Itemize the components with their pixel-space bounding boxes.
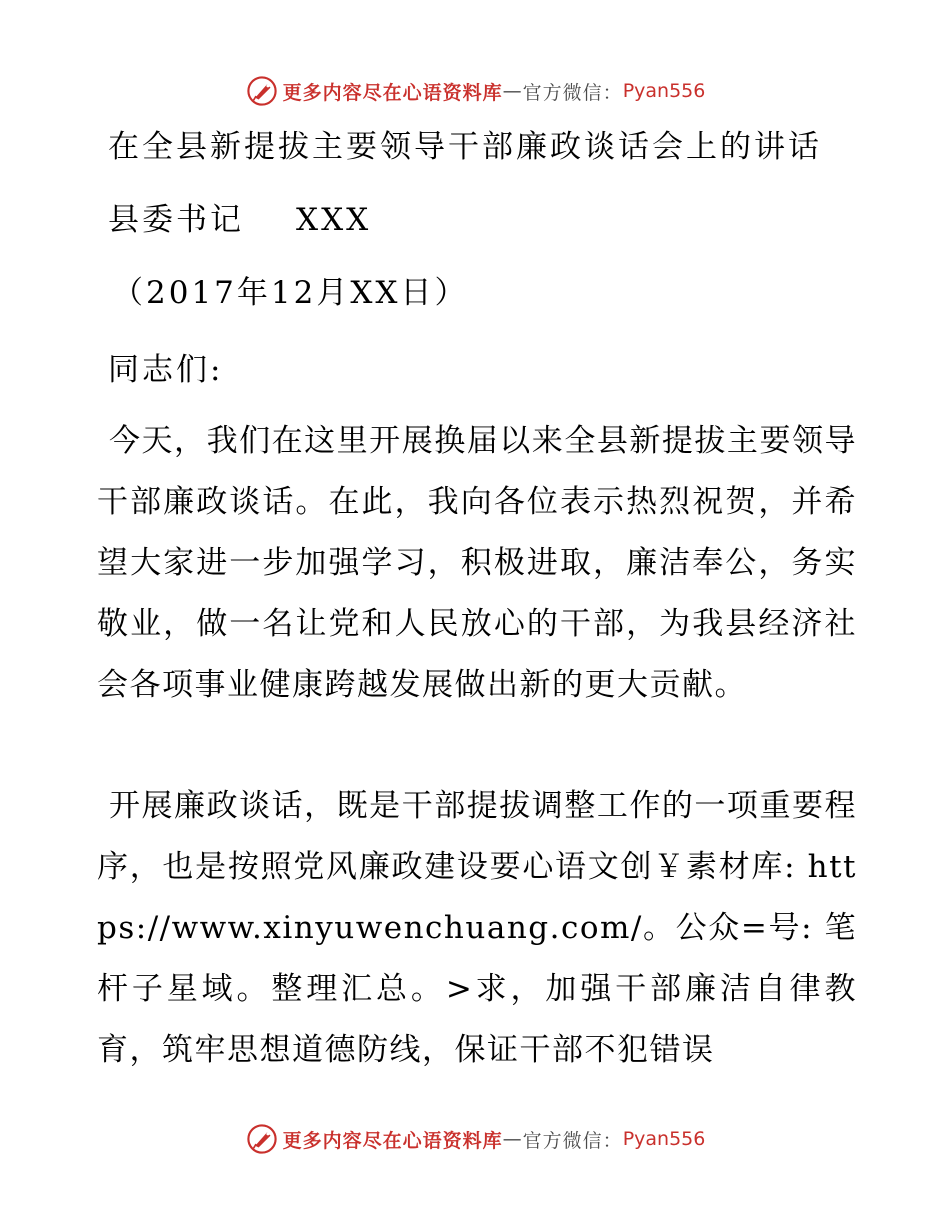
speaker-line	[108, 200, 371, 240]
speaker-name: XXX	[296, 202, 372, 238]
document-title: 在全县新提拔主要领导干部廉政谈话会上的讲话	[108, 129, 822, 165]
watermark-official-label: 官方微信：	[522, 1129, 623, 1152]
watermark-separator: —	[502, 1128, 523, 1150]
watermark-brand: 更多内容尽在心语资料库	[282, 81, 503, 104]
pen-nib-logo-icon	[245, 74, 279, 108]
watermark-footer	[0, 1122, 950, 1156]
watermark-brand: 更多内容尽在心语资料库	[282, 1129, 503, 1152]
body-paragraph-1: 今天，我们在这里开展换届以来全县新提拔主要领导干部廉政谈话。在此，我向各位表示热烈祝贺，并希望大家进一步加强学习，积极进取，廉洁奉公，务实敬业，做一名让党和人民放心的干部，为我县经济社会各项事业健康跨越发展做出新的更大贡献。	[97, 423, 857, 703]
watermark-header	[0, 74, 950, 108]
watermark-separator: —	[502, 80, 523, 102]
body-paragraph-2: 开展廉政谈话，既是干部提拔调整工作的一项重要程序，也是按照党风廉政建设要心语文创￥素材库: https://www.xinyuwenchuang.com/。公众=号: 笔杆子星域。整理汇总。>求，加强干部廉洁自律教育，筑牢思想道德防线，保证干部不犯错误	[97, 788, 857, 1068]
salutation: 同志们:	[108, 352, 224, 388]
watermark-wechat-id: Pyan556	[622, 80, 706, 102]
watermark-official-label: 官方微信：	[522, 81, 623, 104]
watermark-wechat-id: Pyan556	[622, 1128, 706, 1150]
speech-date: （2017年12月XX日）	[112, 275, 469, 311]
pen-nib-logo-icon	[245, 1122, 279, 1156]
speaker-role: 县委书记	[108, 202, 244, 238]
